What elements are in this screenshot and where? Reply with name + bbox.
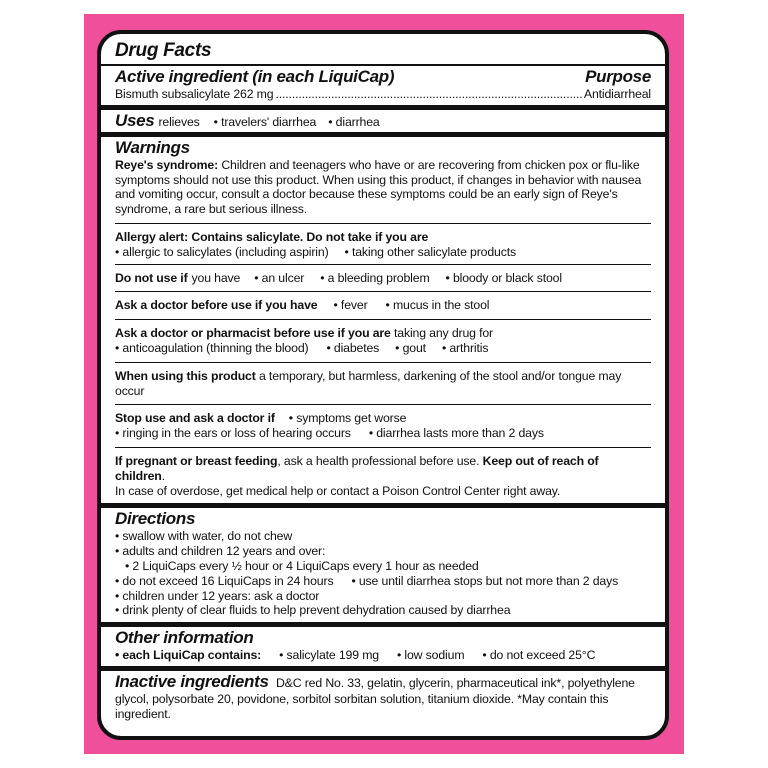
do-not-use-item: • an ulcer — [254, 271, 304, 286]
uses-item: • diarrhea — [328, 115, 379, 130]
reye-paragraph — [115, 158, 651, 217]
warnings-section — [101, 137, 665, 223]
other-info-label: • each LiquiCap contains: — [115, 648, 261, 663]
do-not-use-section — [101, 265, 665, 292]
leader-dots — [275, 87, 581, 102]
directions-item: • do not exceed 16 LiquiCaps in 24 hours — [115, 574, 333, 589]
ask-pharmacist-label: Ask a doctor or pharmacist before use if you are — [115, 326, 391, 341]
do-not-use-item: • a bleeding problem — [320, 271, 429, 286]
warnings-heading: Warnings — [115, 137, 190, 157]
allergy-item: • allergic to salicylates (including aspirin) — [115, 245, 329, 260]
stop-use-item: • diarrhea lasts more than 2 days — [369, 426, 544, 441]
uses-lead: relieves — [158, 114, 200, 129]
title-section — [101, 34, 665, 64]
drug-facts-panel — [97, 30, 669, 740]
directions-item: • children under 12 years: ask a doctor — [115, 589, 639, 604]
stop-use-item: • symptoms get worse — [289, 411, 406, 426]
keep-out-end: . — [161, 468, 165, 483]
ask-pharmacist-item: • anticoagulation (thinning the blood) — [115, 341, 308, 356]
directions-subitem: • 2 LiquiCaps every ½ hour or 4 LiquiCaps every 1 hour as needed — [115, 559, 639, 574]
directions-item: • drink plenty of clear fluids to help prevent dehydration caused by diarrhea — [115, 603, 639, 618]
pregnancy-section — [101, 448, 665, 503]
reye-text: Children and teenagers who have or are recovering from chicken pox or flu-like symptoms should not use this product. When using this product, if changes in behavior with nausea and vomiting occur, consult a doctor because these symptoms could be an early sign of Reye's syndrome, a rare but serious illness. — [115, 157, 642, 217]
ask-pharmacist-lead: taking any drug for — [394, 326, 494, 341]
directions-item: • use until diarrhea stops but not more than 2 days — [351, 574, 618, 589]
ask-pharmacist-item: • arthritis — [442, 341, 488, 356]
other-info-heading: Other information — [115, 628, 254, 648]
uses-heading: Uses — [115, 110, 155, 130]
do-not-use-label: Do not use if — [115, 270, 188, 285]
keep-out-label: Keep out of reach of children — [115, 453, 599, 483]
directions-section — [101, 508, 665, 622]
purpose-value: Antidiarrheal — [583, 87, 651, 101]
other-info-item: • do not exceed 25°C — [482, 648, 595, 663]
purpose-heading: Purpose — [585, 67, 651, 86]
uses-section — [101, 110, 665, 132]
other-info-item: • salicylate 199 mg — [279, 648, 379, 663]
active-ingredient-heading: Active ingredient (in each LiquiCap) — [115, 67, 395, 86]
do-not-use-lead: you have — [191, 270, 241, 285]
active-ingredient-name: Bismuth subsalicylate 262 mg — [115, 87, 274, 101]
when-using-label: When using this product — [115, 368, 256, 383]
stop-use-label: Stop use and ask a doctor if — [115, 411, 275, 426]
directions-item: • swallow with water, do not chew — [115, 529, 639, 544]
inactive-section — [101, 671, 665, 722]
when-using-text: a temporary, but harmless, darkening of the stool and/or tongue may occur — [115, 368, 622, 398]
allergy-item: • taking other salicylate products — [345, 245, 516, 260]
ask-pharmacist-item: • diabetes — [326, 341, 379, 356]
allergy-label: Allergy alert: Contains salicylate. Do not take if you are — [115, 229, 429, 244]
inactive-heading: Inactive ingredients — [115, 671, 269, 691]
do-not-use-item: • bloody or black stool — [446, 271, 562, 286]
pregnancy-label: If pregnant or breast feeding — [115, 453, 278, 468]
overdose-text: In case of overdose, get medical help or contact a Poison Control Center right away. — [115, 483, 561, 498]
ask-doctor-item: • mucus in the stool — [386, 298, 490, 313]
stop-use-item: • ringing in the ears or loss of hearing occurs — [115, 426, 351, 441]
drug-facts-title: Drug Facts — [115, 40, 212, 61]
directions-item: • adults and children 12 years and over: — [115, 544, 639, 559]
directions-heading: Directions — [115, 509, 196, 529]
pregnancy-text: , ask a health professional before use. — [277, 453, 480, 468]
uses-item: • travelers' diarrhea — [214, 115, 317, 130]
stop-use-section — [101, 405, 665, 447]
active-ingredient-section — [101, 66, 665, 105]
allergy-section — [101, 224, 665, 264]
other-info-section — [101, 627, 665, 666]
ask-pharmacist-item: • gout — [395, 341, 426, 356]
ask-doctor-section — [101, 292, 665, 319]
other-info-item: • low sodium — [397, 648, 464, 663]
reye-label: Reye's syndrome: — [115, 157, 219, 172]
ask-doctor-item: • fever — [334, 298, 368, 313]
inactive-text: D&C red No. 33, gelatin, glycerin, pharmaceutical ink*, polyethylene glycol, polysorbate 20, povidone, sorbitol sorbitan solution, titanium dioxide. *May contain this ingredient. — [115, 675, 635, 721]
when-using-section — [101, 363, 665, 405]
ask-doctor-label: Ask a doctor before use if you have — [115, 298, 318, 313]
ask-pharmacist-section — [101, 320, 665, 362]
